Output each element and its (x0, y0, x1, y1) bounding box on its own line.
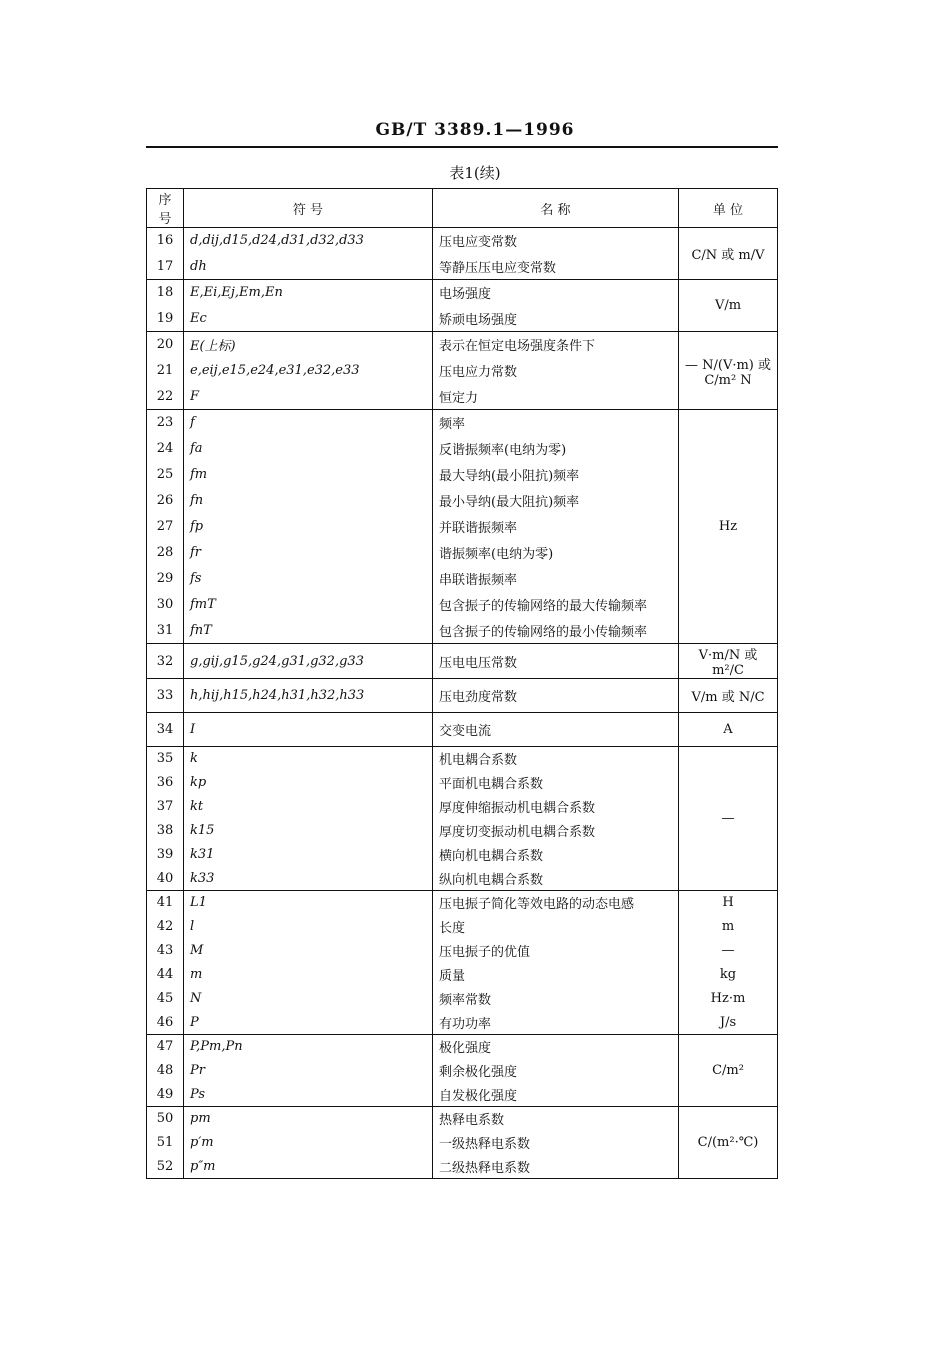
row-number: 47 (147, 1035, 184, 1059)
document-code: GB/T 3389.1—1996 (375, 120, 575, 140)
row-symbol: N (184, 987, 433, 1011)
row-number: 50 (147, 1107, 184, 1131)
row-name: 谐振频率(电纳为零) (433, 540, 679, 566)
row-number: 35 (147, 747, 184, 771)
row-name: 包含振子的传输网络的最大传输频率 (433, 592, 679, 618)
table-row (147, 1035, 778, 1059)
row-name: 最小导纳(最大阻抗)频率 (433, 488, 679, 514)
table-row (147, 713, 778, 747)
row-unit: A (679, 713, 778, 747)
table-row (147, 1011, 778, 1035)
row-symbol: pm (184, 1107, 433, 1131)
row-number: 37 (147, 795, 184, 819)
row-number: 44 (147, 963, 184, 987)
header-rule (146, 146, 778, 148)
row-name: 电场强度 (433, 280, 679, 306)
row-symbol: dh (184, 254, 433, 280)
row-name: 极化强度 (433, 1035, 679, 1059)
table-body (147, 228, 778, 1179)
row-unit: — (679, 939, 778, 963)
row-symbol: L1 (184, 891, 433, 915)
row-number: 40 (147, 867, 184, 891)
row-name: 平面机电耦合系数 (433, 771, 679, 795)
row-symbol: k (184, 747, 433, 771)
table-row (147, 644, 778, 679)
row-unit: — N/(V·m) 或 C/m² N (679, 332, 778, 410)
row-symbol: E(上标) (184, 332, 433, 358)
row-number: 20 (147, 332, 184, 358)
row-symbol: fnT (184, 618, 433, 644)
row-number: 32 (147, 644, 184, 679)
row-name: 等静压压电应变常数 (433, 254, 679, 280)
row-number: 30 (147, 592, 184, 618)
row-number: 16 (147, 228, 184, 254)
row-number: 43 (147, 939, 184, 963)
row-name: 厚度伸缩振动机电耦合系数 (433, 795, 679, 819)
row-symbol: h,hij,h15,h24,h31,h32,h33 (184, 679, 433, 713)
row-number: 31 (147, 618, 184, 644)
row-symbol: Ec (184, 306, 433, 332)
row-unit: H (679, 891, 778, 915)
row-symbol: Pr (184, 1059, 433, 1083)
table-row (147, 228, 778, 254)
table-row (147, 963, 778, 987)
row-symbol: Ps (184, 1083, 433, 1107)
row-unit: V/m (679, 280, 778, 332)
row-name: 矫顽电场强度 (433, 306, 679, 332)
table-row (147, 891, 778, 915)
row-number: 17 (147, 254, 184, 280)
row-number: 28 (147, 540, 184, 566)
header-symbol: 符 号 (184, 189, 433, 228)
row-symbol: g,gij,g15,g24,g31,g32,g33 (184, 644, 433, 679)
row-unit: J/s (679, 1011, 778, 1035)
row-name: 恒定力 (433, 384, 679, 410)
row-symbol: p′m (184, 1131, 433, 1155)
symbol-table (146, 188, 778, 1179)
row-name: 横向机电耦合系数 (433, 843, 679, 867)
row-number: 49 (147, 1083, 184, 1107)
row-number: 21 (147, 358, 184, 384)
table-row (147, 987, 778, 1011)
row-symbol: fmT (184, 592, 433, 618)
row-number: 46 (147, 1011, 184, 1035)
row-number: 48 (147, 1059, 184, 1083)
row-symbol: kp (184, 771, 433, 795)
row-name: 压电振子的优值 (433, 939, 679, 963)
row-name: 最大导纳(最小阻抗)频率 (433, 462, 679, 488)
row-unit: C/(m²·℃) (679, 1107, 778, 1179)
row-symbol: p″m (184, 1155, 433, 1179)
row-number: 22 (147, 384, 184, 410)
header-name: 名 称 (433, 189, 679, 228)
row-unit: C/N 或 m/V (679, 228, 778, 280)
row-name: 纵向机电耦合系数 (433, 867, 679, 891)
row-symbol: f (184, 410, 433, 436)
row-number: 24 (147, 436, 184, 462)
row-symbol: k31 (184, 843, 433, 867)
row-number: 29 (147, 566, 184, 592)
row-number: 27 (147, 514, 184, 540)
row-name: 反谐振频率(电纳为零) (433, 436, 679, 462)
row-name: 压电应力常数 (433, 358, 679, 384)
row-name: 二级热释电系数 (433, 1155, 679, 1179)
row-symbol: l (184, 915, 433, 939)
row-name: 并联谐振频率 (433, 514, 679, 540)
row-symbol: e,eij,e15,e24,e31,e32,e33 (184, 358, 433, 384)
row-number: 25 (147, 462, 184, 488)
row-number: 23 (147, 410, 184, 436)
row-symbol: P,Pm,Pn (184, 1035, 433, 1059)
row-number: 19 (147, 306, 184, 332)
row-unit: V/m 或 N/C (679, 679, 778, 713)
row-name: 有功功率 (433, 1011, 679, 1035)
header-no: 序号 (147, 189, 184, 228)
row-name: 质量 (433, 963, 679, 987)
row-unit: Hz·m (679, 987, 778, 1011)
row-symbol: fs (184, 566, 433, 592)
row-symbol: fa (184, 436, 433, 462)
table-row (147, 915, 778, 939)
row-name: 热释电系数 (433, 1107, 679, 1131)
row-name: 机电耦合系数 (433, 747, 679, 771)
row-name: 压电应变常数 (433, 228, 679, 254)
row-symbol: fr (184, 540, 433, 566)
row-symbol: kt (184, 795, 433, 819)
row-number: 38 (147, 819, 184, 843)
row-name: 压电电压常数 (433, 644, 679, 679)
row-number: 52 (147, 1155, 184, 1179)
row-name: 压电劲度常数 (433, 679, 679, 713)
row-number: 26 (147, 488, 184, 514)
row-number: 51 (147, 1131, 184, 1155)
row-number: 33 (147, 679, 184, 713)
table-row (147, 747, 778, 771)
table-row (147, 332, 778, 358)
row-symbol: k33 (184, 867, 433, 891)
row-name: 交变电流 (433, 713, 679, 747)
row-symbol: M (184, 939, 433, 963)
row-number: 39 (147, 843, 184, 867)
header-unit: 单 位 (679, 189, 778, 228)
row-symbol: fp (184, 514, 433, 540)
row-name: 频率常数 (433, 987, 679, 1011)
table-header-row (147, 189, 778, 228)
table-caption: 表1(续) (449, 164, 501, 182)
row-unit: V·m/N 或 m²/C (679, 644, 778, 679)
table-row (147, 1107, 778, 1131)
row-unit: m (679, 915, 778, 939)
row-name: 一级热释电系数 (433, 1131, 679, 1155)
table-row (147, 939, 778, 963)
table-row (147, 679, 778, 713)
row-name: 频率 (433, 410, 679, 436)
row-unit: — (679, 747, 778, 891)
row-name: 剩余极化强度 (433, 1059, 679, 1083)
row-number: 42 (147, 915, 184, 939)
row-number: 36 (147, 771, 184, 795)
row-symbol: fm (184, 462, 433, 488)
row-symbol: F (184, 384, 433, 410)
row-symbol: P (184, 1011, 433, 1035)
row-number: 45 (147, 987, 184, 1011)
row-name: 包含振子的传输网络的最小传输频率 (433, 618, 679, 644)
row-symbol: I (184, 713, 433, 747)
row-name: 串联谐振频率 (433, 566, 679, 592)
table-row (147, 280, 778, 306)
row-number: 18 (147, 280, 184, 306)
row-unit: kg (679, 963, 778, 987)
row-symbol: fn (184, 488, 433, 514)
row-name: 压电振子简化等效电路的动态电感 (433, 891, 679, 915)
row-name: 自发极化强度 (433, 1083, 679, 1107)
row-symbol: d,dij,d15,d24,d31,d32,d33 (184, 228, 433, 254)
row-symbol: E,Ei,Ej,Em,En (184, 280, 433, 306)
row-name: 表示在恒定电场强度条件下 (433, 332, 679, 358)
row-number: 34 (147, 713, 184, 747)
row-unit: C/m² (679, 1035, 778, 1107)
row-name: 厚度切变振动机电耦合系数 (433, 819, 679, 843)
row-symbol: m (184, 963, 433, 987)
row-symbol: k15 (184, 819, 433, 843)
table-row (147, 410, 778, 436)
row-number: 41 (147, 891, 184, 915)
row-name: 长度 (433, 915, 679, 939)
row-unit: Hz (679, 410, 778, 644)
